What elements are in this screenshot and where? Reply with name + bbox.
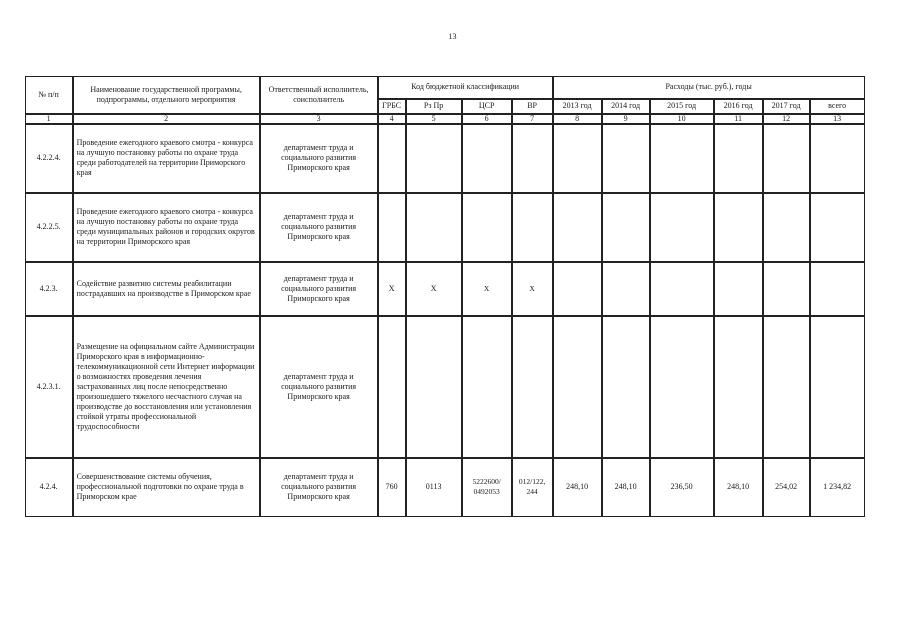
row-1-y2014 (602, 124, 650, 193)
row-1-y2013 (553, 124, 602, 193)
row-4-executor: департамент труда и социального развития Приморского края (260, 316, 378, 458)
row-1-y2015 (650, 124, 714, 193)
header-y2014: 2014 год (602, 99, 650, 114)
row-3-y2014 (602, 262, 650, 316)
header-name: Наименование государственной программы, подпрограммы, отдельного мероприятия (73, 76, 260, 114)
header-vr: ВР (512, 99, 553, 114)
column-number-9: 9 (602, 114, 650, 124)
header-total: всего (810, 99, 865, 114)
column-number-2: 2 (73, 114, 260, 124)
header-grbs: ГРБС (378, 99, 406, 114)
header-num: № п/п (25, 76, 73, 114)
row-5-num: 4.2.4. (25, 458, 73, 517)
row-5-y2014: 248,10 (602, 458, 650, 517)
row-2-y2013 (553, 193, 602, 262)
row-4-grbs (378, 316, 406, 458)
column-number-7: 7 (512, 114, 553, 124)
row-4-y2015 (650, 316, 714, 458)
row-5-name: Совершенствование системы обучения, профессиональной подготовки по охране труда в Приморском крае (73, 458, 260, 517)
row-3-rzpr: Х (406, 262, 462, 316)
row-2-executor: департамент труда и социального развития Приморского края (260, 193, 378, 262)
header-csr: ЦСР (462, 99, 512, 114)
row-4-y2016 (714, 316, 763, 458)
row-4-rzpr (406, 316, 462, 458)
column-number-6: 6 (462, 114, 512, 124)
row-5-y2013: 248,10 (553, 458, 602, 517)
column-number-1: 1 (25, 114, 73, 124)
row-4-vr (512, 316, 553, 458)
column-number-8: 8 (553, 114, 602, 124)
column-number-3: 3 (260, 114, 378, 124)
row-2-total (810, 193, 865, 262)
row-3-grbs: Х (378, 262, 406, 316)
row-2-grbs (378, 193, 406, 262)
row-1-y2016 (714, 124, 763, 193)
header-executor: Ответственный исполнитель, соисполнитель (260, 76, 378, 114)
row-4-total (810, 316, 865, 458)
header-expenses-group: Расходы (тыс. руб.), годы (553, 76, 865, 99)
column-number-13: 13 (810, 114, 865, 124)
row-2-rzpr (406, 193, 462, 262)
row-4-name: Размещение на официальном сайте Администрации Приморского края в информационно-телекоммуникационной сети Интернет информации о возможностях проведения лечения застрахованных лиц после непосредственно произошедшего тяжелого несчастного случая на производстве до восстановления или установления стойкой утраты профессиональной трудоспособности (73, 316, 260, 458)
row-2-y2017 (763, 193, 810, 262)
row-5-y2015: 236,50 (650, 458, 714, 517)
row-1-total (810, 124, 865, 193)
row-1-name: Проведение ежегодного краевого смотра - конкурса на лучшую постановку работы по охране труда среди работодателей на территории Приморского края (73, 124, 260, 193)
row-1-csr (462, 124, 512, 193)
row-4-y2013 (553, 316, 602, 458)
row-2-y2016 (714, 193, 763, 262)
row-2-name: Проведение ежегодного краевого смотра - конкурса на лучшую постановку работы по охране труда среди муниципальных районов и городских округов на территории Приморского края (73, 193, 260, 262)
row-5-y2016: 248,10 (714, 458, 763, 517)
row-3-y2015 (650, 262, 714, 316)
row-3-csr: Х (462, 262, 512, 316)
row-4-y2017 (763, 316, 810, 458)
column-number-12: 12 (763, 114, 810, 124)
header-y2017: 2017 год (763, 99, 810, 114)
row-5-executor: департамент труда и социального развития Приморского края (260, 458, 378, 517)
column-number-10: 10 (650, 114, 714, 124)
row-2-y2015 (650, 193, 714, 262)
row-2-csr (462, 193, 512, 262)
row-1-y2017 (763, 124, 810, 193)
header-y2016: 2016 год (714, 99, 763, 114)
column-number-4: 4 (378, 114, 406, 124)
header-y2013: 2013 год (553, 99, 602, 114)
row-5-grbs: 760 (378, 458, 406, 517)
row-3-vr: Х (512, 262, 553, 316)
row-3-num: 4.2.3. (25, 262, 73, 316)
page-number: 13 (448, 32, 457, 41)
row-4-y2014 (602, 316, 650, 458)
row-3-name: Содействие развитию системы реабилитации пострадавших на производстве в Приморском крае (73, 262, 260, 316)
row-5-rzpr: 0113 (406, 458, 462, 517)
row-5-csr: 5222600/ 0492053 (462, 458, 512, 517)
row-4-csr (462, 316, 512, 458)
row-2-y2014 (602, 193, 650, 262)
row-3-y2016 (714, 262, 763, 316)
row-5-total: 1 234,82 (810, 458, 865, 517)
row-5-vr: 012/122, 244 (512, 458, 553, 517)
row-1-executor: департамент труда и социального развития Приморского края (260, 124, 378, 193)
header-code-group: Код бюджетной классификации (378, 76, 553, 99)
row-3-y2013 (553, 262, 602, 316)
header-y2015: 2015 год (650, 99, 714, 114)
row-1-num: 4.2.2.4. (25, 124, 73, 193)
row-4-num: 4.2.3.1. (25, 316, 73, 458)
row-3-executor: департамент труда и социального развития Приморского края (260, 262, 378, 316)
row-1-vr (512, 124, 553, 193)
header-rzpr: Рз Пр (406, 99, 462, 114)
row-2-vr (512, 193, 553, 262)
row-2-num: 4.2.2.5. (25, 193, 73, 262)
row-1-rzpr (406, 124, 462, 193)
row-3-total (810, 262, 865, 316)
row-3-y2017 (763, 262, 810, 316)
column-number-11: 11 (714, 114, 763, 124)
row-5-y2017: 254,02 (763, 458, 810, 517)
column-number-5: 5 (406, 114, 462, 124)
row-1-grbs (378, 124, 406, 193)
